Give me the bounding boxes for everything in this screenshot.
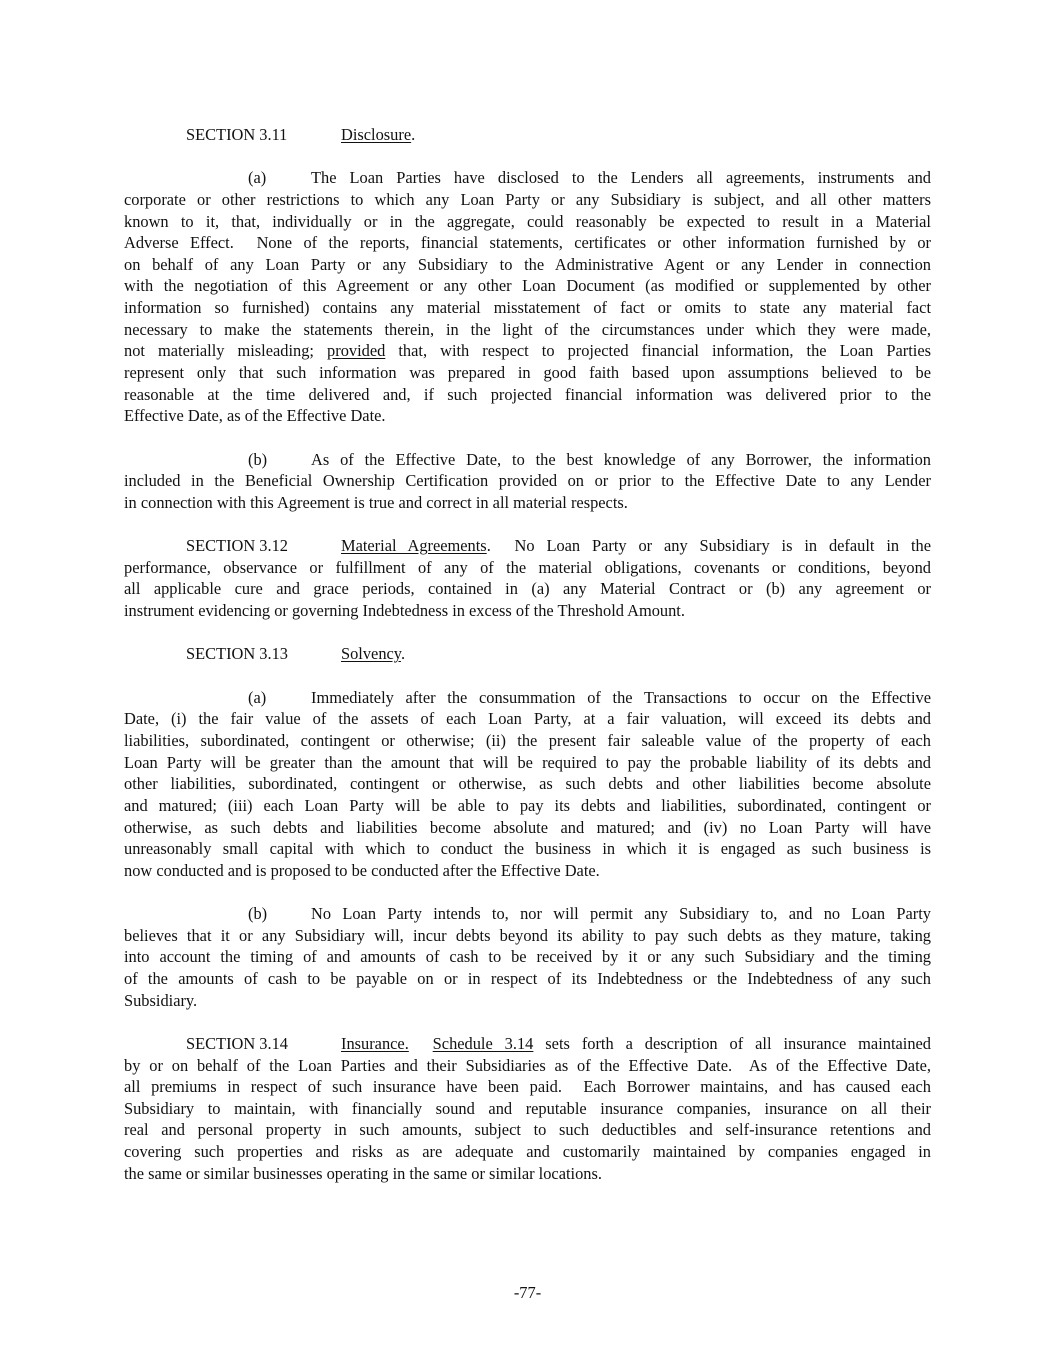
line-text [124,211,931,233]
text-segment: sets forth a description of all insurance maintained [533,1033,931,1053]
line-text [124,990,931,1012]
line-text [124,254,931,276]
text-line [124,232,931,254]
subsection-paragraph [124,903,931,1011]
text-segment: necessary to make the statements therein, in the light of the circumstances under which they were made, [124,319,931,339]
section-heading-paragraph [124,124,931,146]
text-segment: Subsidiary. [124,990,198,1010]
text-line [124,1098,931,1120]
text-segment: not materially misleading; [124,341,328,361]
text-segment: The Loan Parties have disclosed to the Lenders all agreements, instruments and [311,168,931,188]
text-line [124,990,931,1012]
page-number: -77- [513,1283,542,1302]
line-text [124,752,931,774]
line-text [124,319,931,341]
line-text [124,946,931,968]
underlined-term: Solvency [341,644,401,664]
text-segment: Effective Date, as of the Effective Date. [124,406,386,426]
text-segment: . [411,125,416,144]
text-line [124,535,931,557]
text-line [124,362,931,384]
text-segment: liabilities, subordinated, contingent or otherwise; (ii) the present fair saleable value of the property of each [124,730,931,750]
section-number: SECTION 3.12 [186,536,288,556]
text-line [124,124,931,146]
text-line [124,578,931,600]
line-text [341,1033,931,1055]
text-segment: real and personal property in such amounts, subject to such deductibles and self-insurance retentions and [124,1120,931,1140]
line-text [311,903,931,925]
text-line [124,211,931,233]
text-segment: of the amounts of cash to be payable on or in respect of its Indebtedness or the Indebtedness of any such [124,968,931,988]
text-line [124,297,931,319]
line-text [124,275,931,297]
text-line [124,557,931,579]
line-text [124,470,931,492]
line-text [124,968,931,990]
line-text [124,1163,931,1185]
text-segment: by or on behalf of the Loan Parties and their Subsidiaries as of the Effective Date. As of the Effective Date, [124,1055,931,1075]
underlined-term: Material Agreements [341,536,487,556]
text-segment: now conducted and is proposed to be conducted after the Effective Date. [124,860,600,880]
document-body [124,124,931,1206]
text-segment: Loan Party will be greater than the amount that will be required to pay the probable liability of its debts and [124,752,931,772]
line-text [124,925,931,947]
line-text [124,773,931,795]
text-line [124,1119,931,1141]
text-segment: that, with respect to projected financial information, the Loan Parties [385,341,931,361]
line-text [311,449,931,471]
text-line [124,275,931,297]
text-segment: with the negotiation of this Agreement or any other Loan Document (as modified or supplemented by other [124,276,931,296]
line-text [124,492,931,514]
text-segment: Adverse Effect. None of the reports, financial statements, certificates or other information furnished by or [124,233,931,253]
text-segment: included in the Beneficial Ownership Certification provided on or prior to the Effective Date to any Lender [124,471,931,491]
text-segment: As of the Effective Date, to the best knowledge of any Borrower, the information [311,449,931,469]
underlined-term: Insurance. [341,1033,409,1053]
text-line [124,1055,931,1077]
line-text [124,860,931,882]
text-line [124,492,931,514]
line-text [124,817,931,839]
subsection-label: (b) [248,904,268,924]
line-text [124,795,931,817]
text-segment: performance, observance or fulfillment of any of the material obligations, covenants or conditions, beyond [124,557,931,577]
line-text [124,1076,931,1098]
line-text [124,730,931,752]
text-line [124,773,931,795]
text-line [124,643,931,665]
text-segment: instrument evidencing or governing Indebtedness in excess of the Threshold Amount. [124,601,685,621]
section-heading-paragraph [124,1033,931,1184]
text-line [124,708,931,730]
text-line [124,189,931,211]
text-line [124,340,931,362]
section-number: SECTION 3.11 [186,125,288,144]
text-segment: . No Loan Party or any Subsidiary is in default in the [486,536,931,556]
section-number: SECTION 3.14 [186,1033,288,1053]
subsection-label: (b) [248,449,268,469]
text-segment: No Loan Party intends to, nor will permit any Subsidiary to, and no Loan Party [311,904,931,924]
text-line [124,795,931,817]
text-segment: in connection with this Agreement is true and correct in all material respects. [124,492,628,512]
text-line [124,449,931,471]
text-line [124,405,931,427]
text-line [124,968,931,990]
text-line [124,470,931,492]
text-segment: all premiums in respect of such insurance have been paid. Each Borrower maintains, and has caused each [124,1077,931,1097]
line-text [124,1141,931,1163]
line-text [124,708,931,730]
text-segment: other liabilities, subordinated, contingent or otherwise, as such debts and other liabilities become absolute [124,774,931,794]
line-text [124,189,931,211]
text-segment: unreasonably small capital with which to conduct the business in which it is engaged as such business is [124,839,931,859]
text-segment: and matured; (iii) each Loan Party will be able to pay its debts and liabilities, subordinated, contingent or [124,795,931,815]
text-segment: the same or similar businesses operating in the same or similar locations. [124,1163,602,1183]
text-segment: . [400,644,406,664]
line-text [341,124,931,146]
line-text [124,838,931,860]
text-line [124,254,931,276]
subsection-paragraph [124,167,931,427]
text-segment: Date, (i) the fair value of the assets of each Loan Party, at a fair valuation, will exceed its debts and [124,709,931,729]
line-text [124,1119,931,1141]
text-line [124,319,931,341]
line-text [124,384,931,406]
text-segment: reasonable at the time delivered and, if such projected financial information was delivered prior to the [124,384,931,404]
text-segment: all applicable cure and grace periods, contained in (a) any Material Contract or (b) any agreement or [124,579,931,599]
text-line [124,925,931,947]
text-segment: otherwise, as such debts and liabilities become absolute and matured; and (iv) no Loan Party will have [124,817,931,837]
underlined-term: provided [327,341,386,361]
line-text [311,167,931,189]
underlined-term: Disclosure [341,125,412,144]
line-text [124,557,931,579]
text-line [124,903,931,925]
section-heading-paragraph [124,643,931,665]
text-line [124,860,931,882]
text-line [124,730,931,752]
subsection-label: (a) [248,687,267,707]
line-text [341,535,931,557]
text-line [124,1163,931,1185]
subsection-paragraph [124,449,931,514]
line-text [341,643,931,665]
text-segment: information so furnished) contains any material misstatement of fact or omits to state any material fact [124,298,931,318]
line-text [124,600,931,622]
line-text [124,405,931,427]
text-line [124,167,931,189]
text-segment: into account the timing of and amounts of cash to be received by it or any such Subsidiary and the timing [124,947,931,967]
text-line [124,384,931,406]
text-line [124,817,931,839]
line-text [124,1055,931,1077]
text-segment [409,1034,433,1053]
line-text [124,340,931,362]
subsection-label: (a) [248,168,267,188]
section-number: SECTION 3.13 [186,644,288,664]
text-segment: covering such properties and risks as are adequate and customarily maintained by companies engaged in [124,1142,931,1162]
section-heading-paragraph [124,535,931,622]
line-text [311,687,931,709]
line-text [124,232,931,254]
text-segment: known to it, that, individually or in the aggregate, could reasonably be expected to result in a Material [124,211,931,231]
text-line [124,946,931,968]
text-segment: Immediately after the consummation of the Transactions to occur on the Effective [311,687,931,707]
line-text [124,297,931,319]
text-line [124,838,931,860]
text-segment: corporate or other restrictions to which any Loan Party or any Subsidiary is subject, and all other matters [124,189,931,209]
text-segment: Subsidiary to maintain, with financially sound and reputable insurance companies, insurance on all their [124,1098,931,1118]
line-text [124,578,931,600]
line-text [124,1098,931,1120]
line-text [124,362,931,384]
text-line [124,600,931,622]
underlined-term: Schedule 3.14 [432,1033,534,1053]
text-line [124,687,931,709]
subsection-paragraph [124,687,931,882]
text-segment: believes that it or any Subsidiary will, incur debts beyond its ability to pay such debts as they mature, taking [124,925,931,945]
text-line [124,1033,931,1055]
text-line [124,752,931,774]
text-line [124,1076,931,1098]
text-segment: represent only that such information was prepared in good faith based upon assumptions believed to be [124,363,931,383]
text-line [124,1141,931,1163]
text-segment: on behalf of any Loan Party or any Subsidiary to the Administrative Agent or any Lender in connection [124,254,931,274]
